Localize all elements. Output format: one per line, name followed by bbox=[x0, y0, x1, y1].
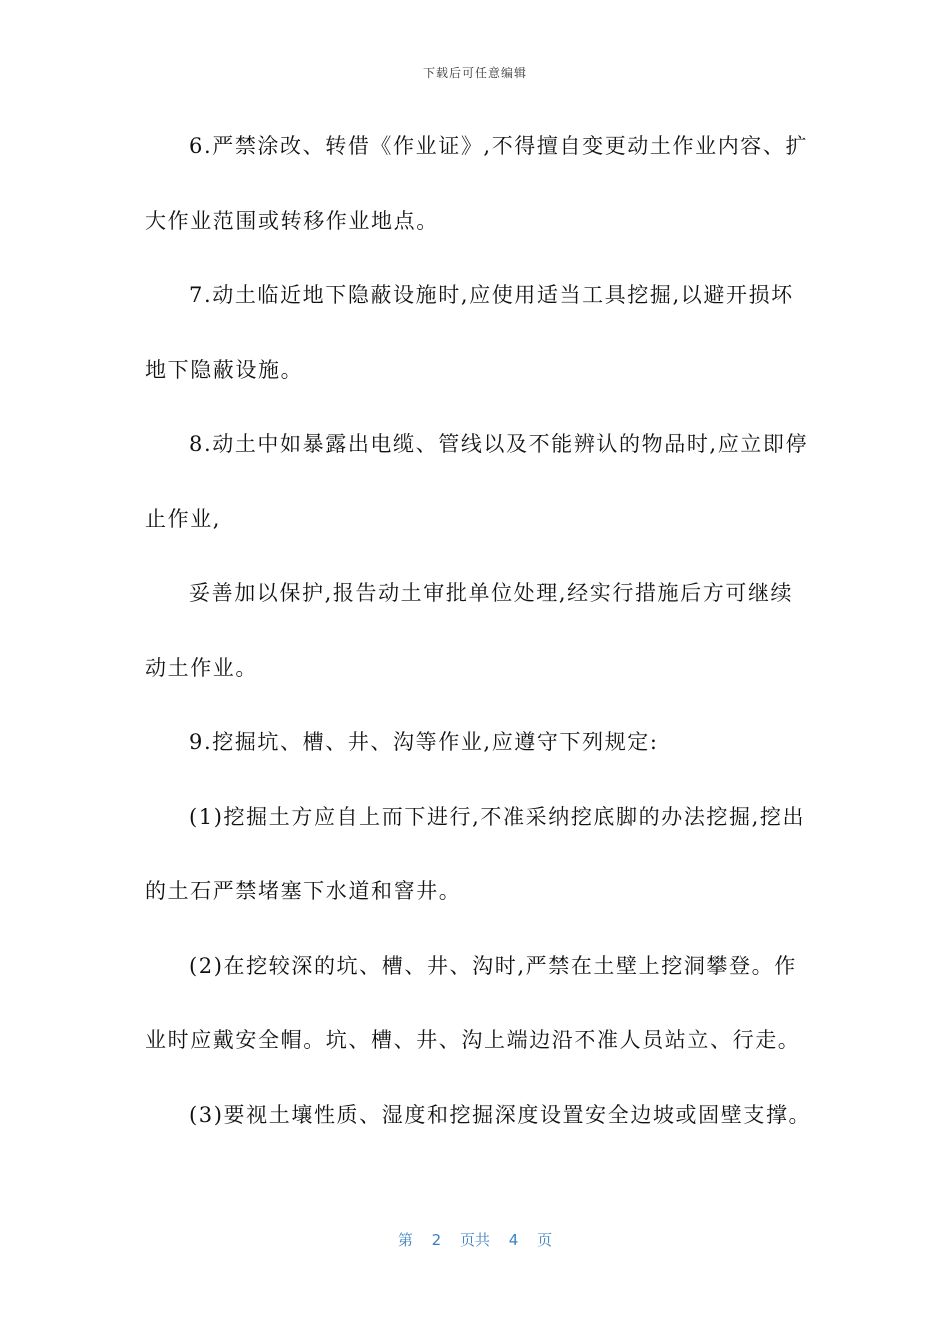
paragraph-line: 动土作业。 bbox=[145, 655, 258, 680]
paragraph-line: 地下隐蔽设施。 bbox=[145, 357, 304, 382]
paragraph-line: 业时应戴安全帽。坑、槽、井、沟上端边沿不准人员站立、行走。 bbox=[145, 1028, 801, 1052]
paragraph-line: 7.动土临近地下隐蔽设施时,应使用适当工具挖掘,以避开损坏 bbox=[189, 283, 794, 307]
paragraph-line: 8.动土中如暴露出电缆、管线以及不能辨认的物品时,应立即停 bbox=[189, 432, 809, 456]
paragraph-line: (3)要视土壤性质、湿度和挖掘深度设置安全边坡或固壁支撑。 bbox=[189, 1102, 812, 1127]
paragraph-line: 大作业范围或转移作业地点。 bbox=[145, 208, 439, 233]
page-footer bbox=[0, 1229, 950, 1250]
footer-prefix: 第 bbox=[397, 1231, 413, 1249]
page-header: 下载后可任意编辑 bbox=[422, 66, 527, 80]
footer-total-pages: 4 bbox=[508, 1231, 519, 1249]
paragraph-line: 妥善加以保护,报告动土审批单位处理,经实行措施后方可继续 bbox=[189, 581, 794, 605]
document-body bbox=[145, 126, 812, 1169]
footer-middle: 页共 bbox=[459, 1231, 490, 1249]
paragraph-line: 止作业, bbox=[145, 506, 222, 531]
footer-suffix: 页 bbox=[537, 1231, 553, 1249]
paragraph-line: (1)挖掘土方应自上而下进行,不准采纳挖底脚的办法挖掘,挖出 bbox=[189, 804, 806, 829]
paragraph-line: (2)在挖较深的坑、槽、井、沟时,严禁在土壁上挖洞攀登。作 bbox=[189, 953, 797, 978]
paragraph-line: 6.严禁涂改、转借《作业证》,不得擅自变更动土作业内容、扩 bbox=[189, 134, 809, 158]
paragraph-line: 9.挖掘坑、槽、井、沟等作业,应遵守下列规定: bbox=[189, 730, 659, 754]
footer-current-page: 2 bbox=[431, 1231, 442, 1249]
paragraph-line: 的土石严禁堵塞下水道和窨井。 bbox=[145, 879, 462, 903]
